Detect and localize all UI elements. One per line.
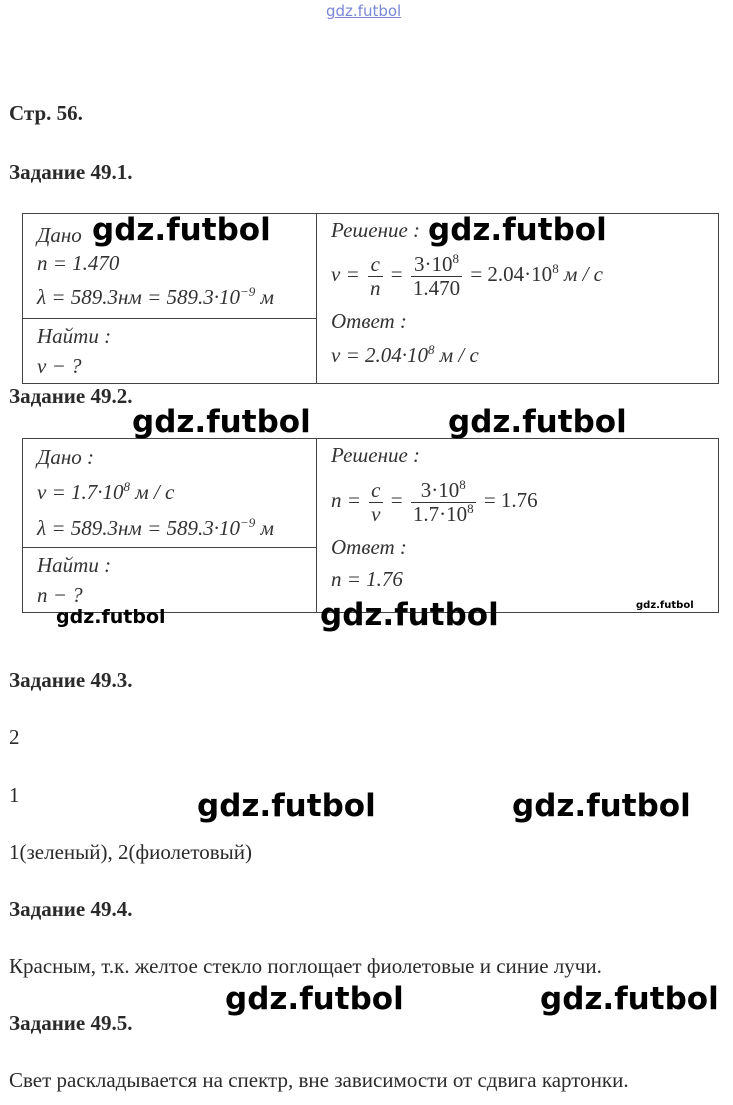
task-49-1-title: Задание 49.1.: [9, 160, 133, 184]
task-49-3-title: Задание 49.3.: [9, 668, 133, 692]
task-49-5-title: Задание 49.5.: [9, 1011, 133, 1035]
task-49-3-line-1: 2: [9, 725, 20, 749]
given-lambda: $\lambda = 589.3нм = 589.3\cdot 10^{-9}$ м: [37, 284, 274, 309]
watermark: gdz.futbol: [56, 606, 166, 628]
solution-label: Решение :: [331, 443, 421, 467]
task-49-2-table: [22, 438, 719, 613]
task-49-5-answer: Свет раскладывается на спектр, вне зависимости от сдвига картонки.: [9, 1068, 629, 1092]
solution-label: Решение :: [331, 218, 421, 242]
find-cell: [23, 548, 317, 613]
solution-formula: v = $\frac{c}{n}$ = $\frac{3\cdot 10^8}{1.470}$ = $2.04\cdot 10^8$ м / с: [331, 250, 603, 300]
given-n: n = 1.470: [37, 251, 120, 275]
top-watermark-link[interactable]: gdz.futbol: [326, 2, 402, 20]
task-49-2-title: Задание 49.2.: [9, 384, 133, 408]
watermark: gdz.futbol: [540, 981, 719, 1017]
watermark: gdz.futbol: [92, 212, 271, 248]
find-value: n − ?: [37, 583, 83, 607]
watermark: gdz.futbol: [132, 404, 311, 440]
task-49-4-title: Задание 49.4.: [9, 897, 133, 921]
answer-label: Ответ :: [331, 535, 407, 559]
watermark: gdz.futbol: [225, 981, 404, 1017]
solution-cell: [317, 439, 719, 613]
given-cell: [23, 439, 317, 548]
watermark: gdz.futbol: [512, 788, 691, 824]
solution-formula: n = $\frac{c}{v}$ = $\frac{3\cdot 10^8}{1.7\cdot 10^8}$ = 1.76: [331, 476, 538, 526]
answer-value: $v = 2.04\cdot 10^8$ м / с: [331, 342, 479, 367]
watermark: gdz.futbol: [320, 597, 499, 633]
find-value: v − ?: [37, 354, 82, 378]
answer-label: Ответ :: [331, 309, 407, 333]
given-label: Дано :: [37, 445, 95, 469]
watermark: gdz.futbol: [448, 404, 627, 440]
page-label: Стр. 56.: [9, 101, 83, 125]
given-v: $v = 1.7\cdot 10^8$ м / с: [37, 479, 175, 504]
find-cell: [23, 319, 317, 384]
task-49-3-line-2: 1: [9, 783, 20, 807]
task-49-3-answer: 1(зеленый), 2(фиолетовый): [9, 840, 253, 864]
given-lambda: $\lambda = 589.3нм = 589.3\cdot 10^{-9}$ м: [37, 515, 274, 540]
task-49-4-answer: Красным, т.к. желтое стекло поглощает фиолетовые и синие лучи.: [9, 954, 602, 978]
answer-value: n = 1.76: [331, 567, 403, 591]
given-label: Дано: [37, 223, 82, 247]
find-label: Найти :: [37, 553, 112, 577]
watermark: gdz.futbol: [197, 788, 376, 824]
find-label: Найти :: [37, 324, 112, 348]
watermark: gdz.futbol: [636, 600, 694, 611]
watermark: gdz.futbol: [428, 212, 607, 248]
